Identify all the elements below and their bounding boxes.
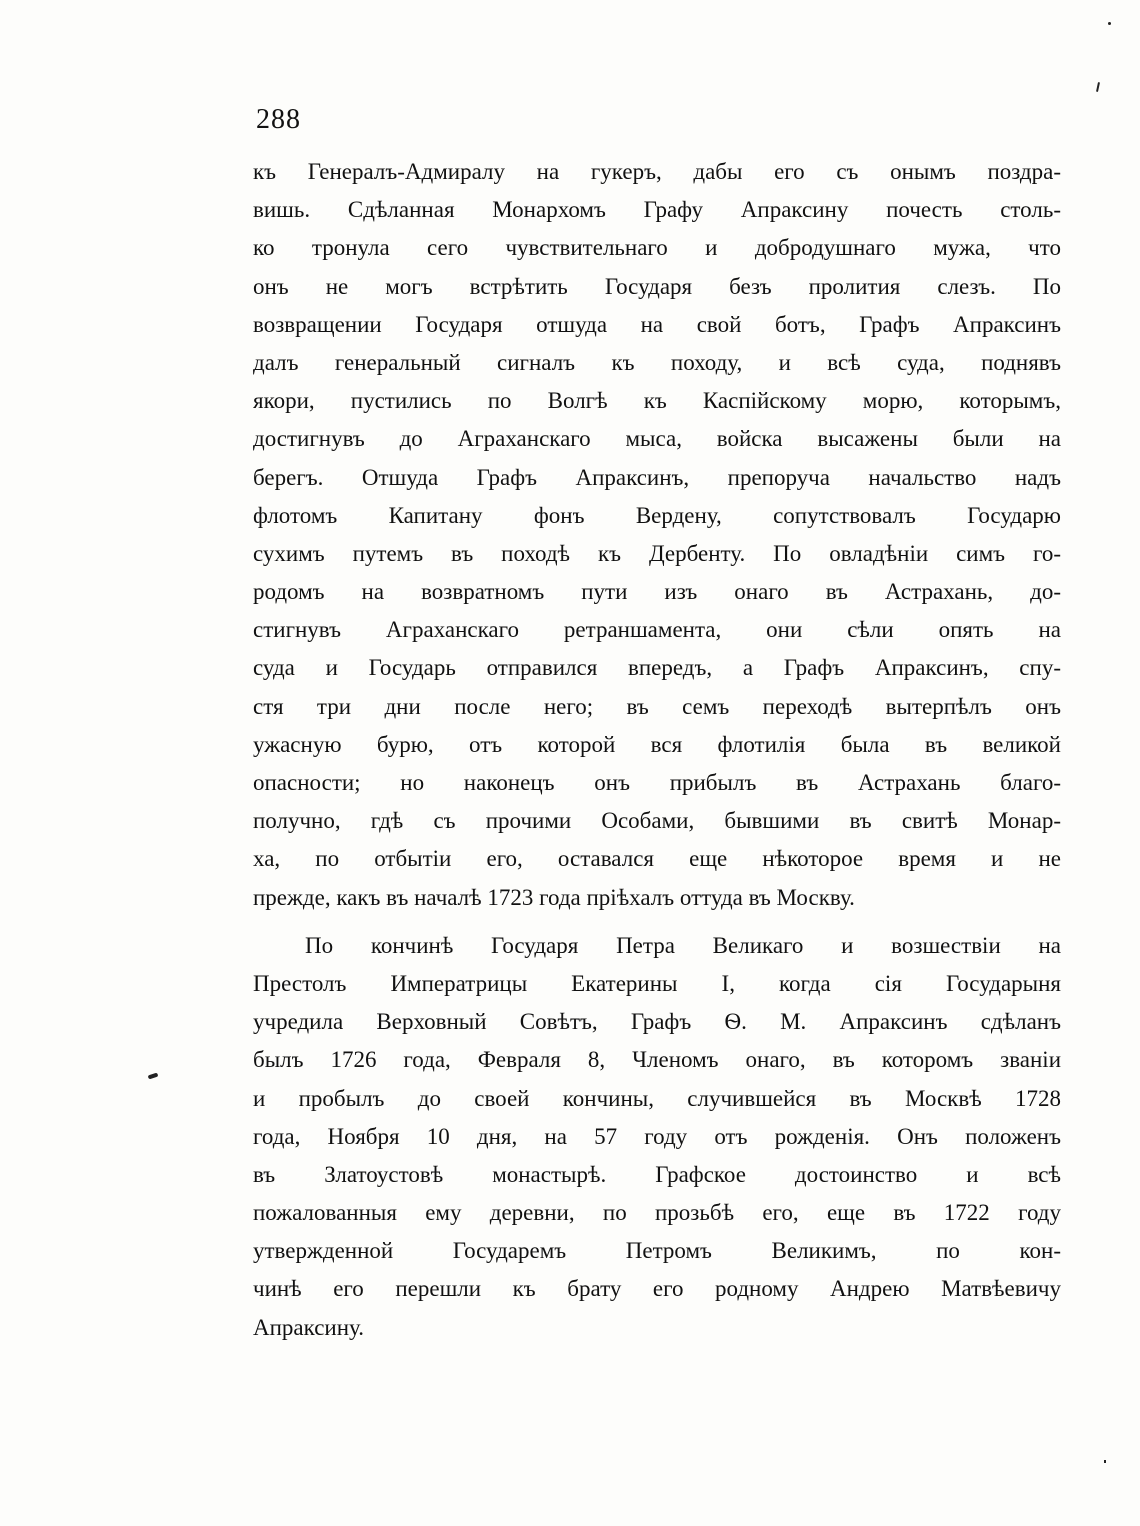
text-line: берегъ. Отшуда Графъ Апраксинъ, препоруча начальство надъ — [253, 464, 1061, 490]
text-line: суда и Государь отправился впередъ, а Графъ Апраксинъ, спу- — [253, 655, 1061, 681]
text-line: года, Ноября 10 дня, на 57 году отъ рожденія. Онъ положенъ — [253, 1123, 1061, 1149]
text-line: По кончинѣ Государя Петра Великаго и возшествіи на — [305, 932, 1061, 958]
text-line: далъ генеральный сигналъ къ походу, и всѣ суда, поднявъ — [253, 349, 1061, 375]
text-line: сухимъ путемъ въ походѣ къ Дербенту. По овладѣніи симъ го- — [253, 540, 1061, 566]
scan-speck — [1104, 1460, 1106, 1463]
text-line: якори, пустились по Волгѣ къ Каспійскому морю, которымъ, — [253, 388, 1061, 414]
text-line: родомъ на возвратномъ пути изъ онаго въ Астрахань, до- — [253, 579, 1061, 605]
text-line: ха, по отбытіи его, оставался еще нѣкоторое время и не — [253, 846, 1061, 872]
text-line: вишь. Сдѣланная Монархомъ Графу Апраксину почесть столь- — [253, 197, 1061, 223]
text-line: получно, гдѣ съ прочими Особами, бывшими въ свитѣ Монар- — [253, 808, 1061, 834]
text-line: къ Генералъ-Адмиралу на гукеръ, дабы его съ онымъ поздра- — [253, 159, 1061, 184]
text-line: Престолъ Императрицы Екатерины I, когда сія Государыня — [253, 970, 1061, 996]
scan-speck — [1108, 22, 1111, 25]
text-line: Апраксину. — [253, 1314, 365, 1340]
paragraph-1 — [253, 153, 1061, 917]
text-line: онъ не могъ встрѣтить Государя безъ пролития слезъ. По — [253, 273, 1061, 299]
text-line: прежде, какъ въ началѣ 1723 года пріѣхалъ оттуда въ Москву. — [253, 884, 855, 910]
paragraph-2 — [253, 927, 1061, 1347]
text-line: стигнувъ Аграханскаго ретраншамента, они сѣли опять на — [253, 617, 1061, 643]
text-line: былъ 1726 года, Февраля 8, Членомъ онаго, въ которомъ званіи — [253, 1047, 1061, 1073]
text-line: утвержденной Государемъ Петромъ Великимъ, по кон- — [253, 1238, 1061, 1264]
text-line: возвращении Государя отшуда на свой ботъ, Графъ Апраксинъ — [253, 311, 1061, 337]
text-line: учредила Верховный Совѣтъ, Графъ Ѳ. М. Апраксинъ сдѣланъ — [253, 1009, 1061, 1035]
page-number: 288 — [256, 104, 301, 135]
text-line: пожалованныя ему деревни, по прозьбѣ его, еще въ 1722 году — [253, 1200, 1061, 1226]
body-text — [253, 153, 1061, 1347]
text-line: и пробылъ до своей кончины, случившейся въ Москвѣ 1728 — [253, 1085, 1061, 1111]
text-line: опасности; но наконецъ онъ прибылъ въ Астрахань благо- — [253, 770, 1061, 795]
text-line: достигнувъ до Аграханскаго мыса, войска высажены были на — [253, 426, 1061, 452]
scan-speck — [1096, 82, 1100, 92]
paragraph-gap — [253, 917, 1061, 927]
text-line: флотомъ Капитану фонъ Вердену, сопутствовалъ Государю — [253, 502, 1061, 528]
text-line: стя три дни после него; въ семъ переходѣ вытерпѣлъ онъ — [253, 693, 1061, 719]
text-line: въ Златоустовѣ монастырѣ. Графское достоинство и всѣ — [253, 1161, 1061, 1187]
text-line: ужасную бурю, отъ которой вся флотилія была въ великой — [253, 731, 1061, 757]
text-line: чинѣ его перешли къ брату его родному Андрею Матвѣевичу — [253, 1276, 1061, 1302]
scan-speck — [148, 1073, 159, 1080]
text-line: ко тронула сего чувствительнаго и добродушнаго мужа, что — [253, 235, 1061, 261]
